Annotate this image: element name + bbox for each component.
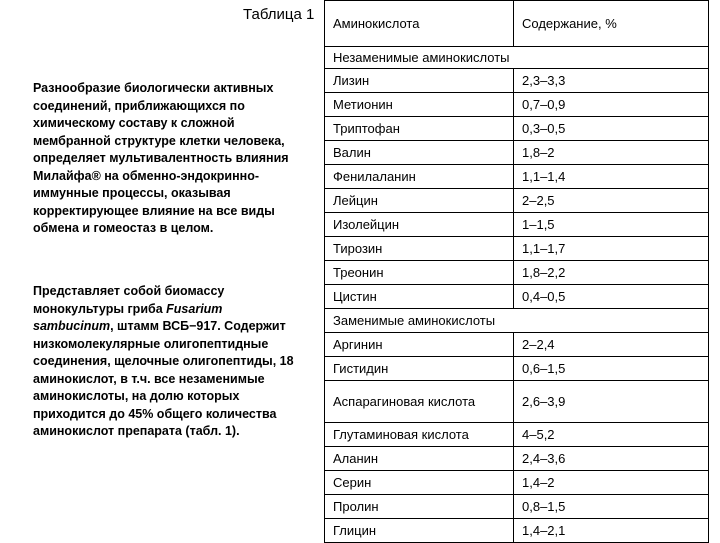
amino-acid-value: 0,8–1,5: [514, 495, 709, 519]
table-row: [325, 285, 709, 309]
amino-acid-name: Пролин: [325, 495, 514, 519]
table-caption: Таблица 1: [243, 6, 315, 23]
amino-acid-name: Валин: [325, 141, 514, 165]
amino-acid-value: 0,6–1,5: [514, 357, 709, 381]
amino-acid-value: 1,8–2: [514, 141, 709, 165]
amino-acid-name: Глицин: [325, 519, 514, 543]
amino-acid-name: Изолейцин: [325, 213, 514, 237]
amino-acid-value: 0,3–0,5: [514, 117, 709, 141]
table-row: [325, 189, 709, 213]
amino-acid-value: 1,1–1,7: [514, 237, 709, 261]
table-row: [325, 357, 709, 381]
composition-text-start: Представляет собой биомассу монокультуры гриба: [33, 284, 225, 316]
description-paragraph: Разнообразие биологически активных соединений, приближающихся по химическому составу к сложной мембранной структуре клетки человека, определяет мультивалентность влияния Милайфа® на обменно-эндокринно-иммунные процессы, оказывая корректирующее влияние на все виды обмена и гомеостаз в целом.: [33, 81, 289, 235]
table-row: [325, 117, 709, 141]
group-nonessential-label: Заменимые аминокислоты: [325, 309, 709, 333]
amino-acid-name: Аргинин: [325, 333, 514, 357]
amino-acid-value: 2–2,5: [514, 189, 709, 213]
table-row: [325, 165, 709, 189]
table-row: [325, 447, 709, 471]
group-essential-label: Незаменимые аминокислоты: [325, 47, 709, 69]
amino-acid-value: 2,4–3,6: [514, 447, 709, 471]
header-content: Содержание, %: [514, 1, 709, 47]
amino-acid-value: 2,6–3,9: [514, 381, 709, 423]
amino-acid-value: 1,4–2: [514, 471, 709, 495]
table-row: [325, 519, 709, 543]
amino-acid-name: Фенилаланин: [325, 165, 514, 189]
amino-acid-name: Цистин: [325, 285, 514, 309]
composition-paragraph: [33, 283, 303, 441]
amino-acid-name: Серин: [325, 471, 514, 495]
amino-acid-name: Лизин: [325, 69, 514, 93]
amino-acid-value: 1–1,5: [514, 213, 709, 237]
amino-acid-name: Триптофан: [325, 117, 514, 141]
group-row-essential: [325, 47, 709, 69]
group-row-nonessential: [325, 309, 709, 333]
table-row: [325, 423, 709, 447]
amino-acid-value: 1,1–1,4: [514, 165, 709, 189]
table-row: [325, 471, 709, 495]
table-row: [325, 69, 709, 93]
table-row: [325, 237, 709, 261]
table-row: [325, 261, 709, 285]
table-row: [325, 93, 709, 117]
table-row: [325, 213, 709, 237]
amino-acid-name: Гистидин: [325, 357, 514, 381]
amino-acid-value: 0,7–0,9: [514, 93, 709, 117]
amino-acid-value: 2–2,4: [514, 333, 709, 357]
table-header-row: [325, 1, 709, 47]
amino-acid-name: Аланин: [325, 447, 514, 471]
amino-acid-name: Метионин: [325, 93, 514, 117]
species-name: Fusarium sambucinum: [33, 301, 223, 333]
composition-text-end: , штамм ВСБ−917. Содержит низкомолекулярные олигопептидные соединения, щелочные олигопептиды, 18 аминокислот, в т.ч. все незаменимые аминокислоты, на долю которых приходится до 45% общего количества аминокислот препарата (табл. 1).: [33, 319, 294, 438]
amino-acid-value: 1,8–2,2: [514, 261, 709, 285]
amino-acid-value: 2,3–3,3: [514, 69, 709, 93]
amino-acid-name: Аспарагиновая кислота: [325, 381, 514, 423]
amino-acid-value: 0,4–0,5: [514, 285, 709, 309]
amino-acid-name: Глутаминовая кислота: [325, 423, 514, 447]
amino-acid-value: 4–5,2: [514, 423, 709, 447]
amino-acid-value: 1,4–2,1: [514, 519, 709, 543]
table-row: [325, 381, 709, 423]
amino-acid-name: Треонин: [325, 261, 514, 285]
table-row: [325, 141, 709, 165]
amino-acid-name: Лейцин: [325, 189, 514, 213]
amino-acid-name: Тирозин: [325, 237, 514, 261]
table-row: [325, 333, 709, 357]
table-row: [325, 495, 709, 519]
amino-acid-table: [324, 0, 709, 543]
header-amino-acid: Аминокислота: [325, 1, 514, 47]
